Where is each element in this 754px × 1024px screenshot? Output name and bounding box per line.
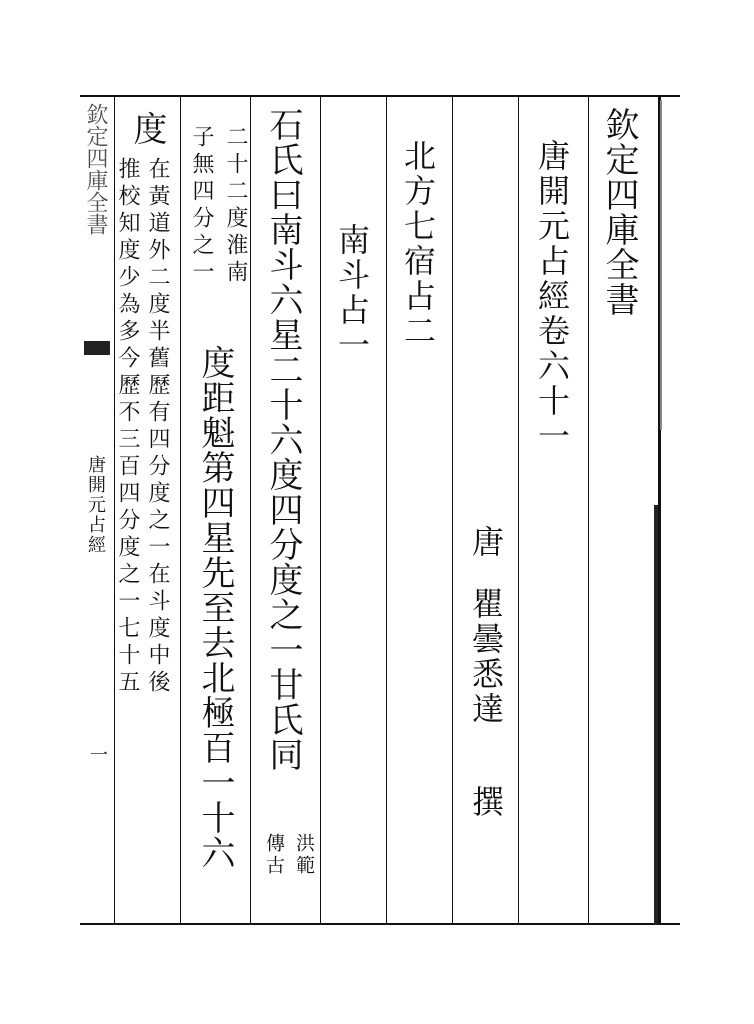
margin-page-number: 一 (87, 745, 108, 765)
page-edge-mark (654, 505, 658, 925)
column-divider (250, 95, 251, 925)
margin-fish-tail (84, 341, 110, 355)
inline-note-c: 推校知度少為多今歷不三百四分度之一七十五 (115, 157, 140, 697)
column-divider (180, 95, 181, 925)
inline-note-right: 洪範 (293, 833, 315, 877)
author-name: 瞿曇悉達 (467, 587, 505, 727)
chapter-heading: 北方七宿占二 (399, 139, 437, 349)
main-text-line-2: 度距魁第四星先至去北極百一十六 (195, 345, 235, 870)
margin-title: 唐開元占經 (85, 455, 106, 555)
margin-header: 欽定四庫全書 (83, 103, 108, 235)
subsection-heading: 南斗占一 (333, 223, 371, 363)
author-role: 撰 (467, 785, 505, 820)
inline-note-left: 傳古 (263, 833, 285, 877)
collection-title: 欽定四庫全書 (599, 107, 639, 317)
bottom-border (80, 923, 680, 925)
inline-note-a: 子無四分之一 (189, 125, 214, 287)
page-frame (80, 95, 680, 925)
column-divider (452, 95, 453, 925)
inline-note-d: 在黃道外二度半舊歷有四分度之一在斗度中後 (145, 157, 170, 697)
main-text-du: 度 (127, 111, 167, 146)
author-dynasty: 唐 (467, 525, 505, 560)
page-edge-mark (660, 100, 662, 430)
main-text-line: 石氏曰南斗六星二十六度四分度之一甘氏同 (263, 107, 303, 772)
inline-note-b: 二十二度淮南 (223, 125, 248, 287)
column-divider (320, 95, 321, 925)
column-divider (588, 95, 589, 925)
column-divider (386, 95, 387, 925)
column-divider (518, 95, 519, 925)
top-border (80, 95, 680, 97)
volume-title: 唐開元占經卷六十一 (533, 139, 571, 454)
